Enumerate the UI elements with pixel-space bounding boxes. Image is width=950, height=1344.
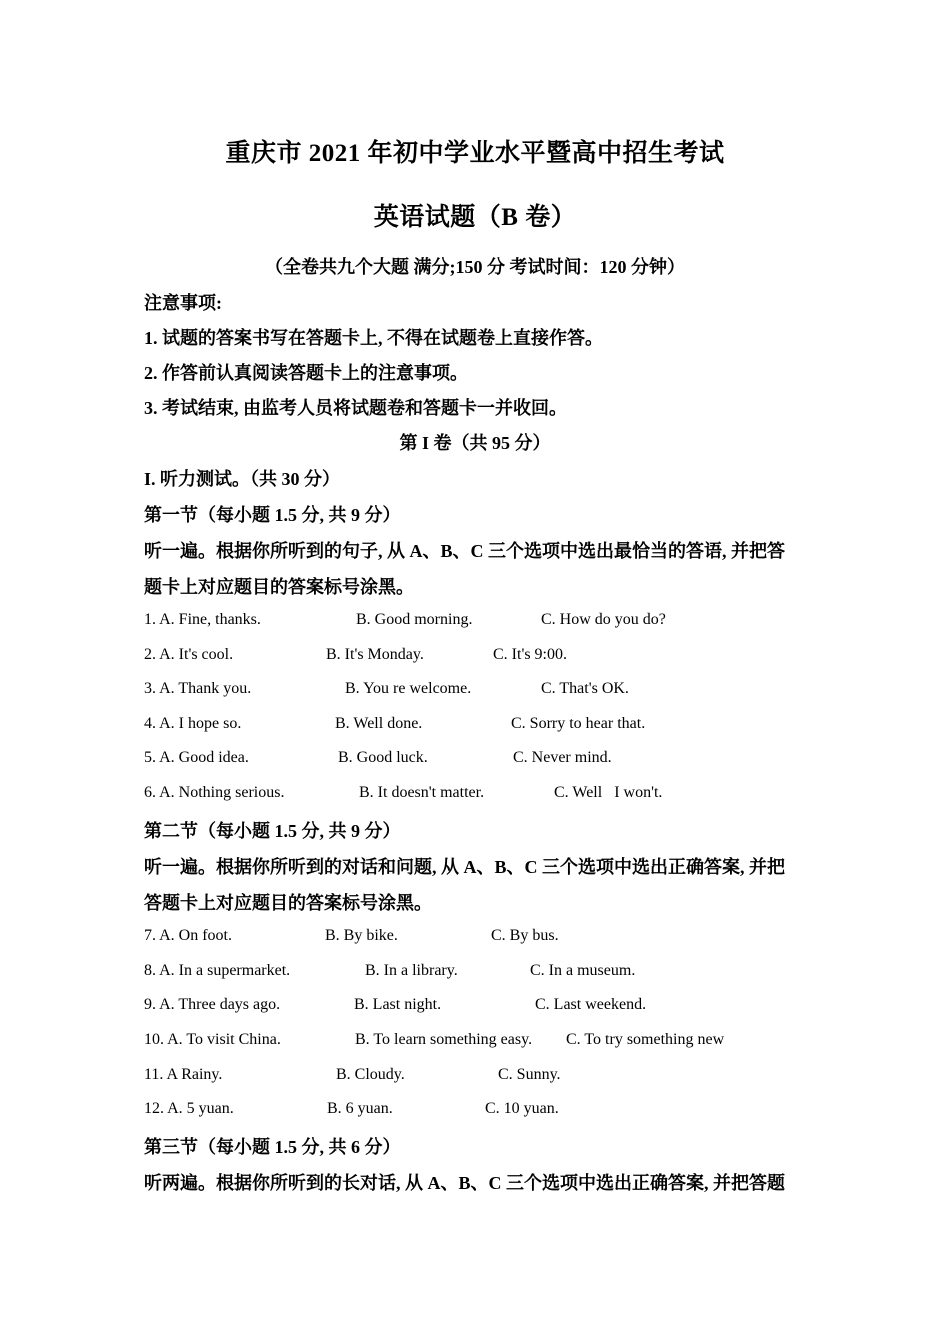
- question-option-a: 4. A. I hope so.: [144, 715, 242, 732]
- question-option-a: 8. A. In a supermarket.: [144, 962, 291, 979]
- instruction-text: 听一遍。根据你所听到的对话和问题, 从 A、B、C 三个选项中选出正确答案, 并把: [144, 857, 786, 877]
- question-option-b: B. 6 yuan.: [327, 1100, 393, 1117]
- notice-item: 1. 试题的答案书写在答题卡上, 不得在试题卷上直接作答。: [144, 328, 603, 348]
- question-option-c: C. Well I won't.: [554, 784, 663, 801]
- instruction-text: 答题卡上对应题目的答案标号涂黑。: [144, 893, 432, 913]
- question-option-a: 1. A. Fine, thanks.: [144, 611, 261, 628]
- question-option-c: C. Last weekend.: [535, 996, 647, 1013]
- question-option-c: C. To try something new: [566, 1031, 725, 1048]
- question-option-c: C. 10 yuan.: [485, 1100, 559, 1117]
- section-title: I. 听力测试。（共 30 分）: [144, 469, 341, 489]
- question-option-c: C. By bus.: [491, 927, 559, 944]
- question-option-a: 10. A. To visit China.: [144, 1031, 281, 1048]
- question-option-a: 9. A. Three days ago.: [144, 996, 281, 1013]
- question-option-b: B. It's Monday.: [326, 646, 424, 663]
- question-option-b: B. Good luck.: [338, 749, 428, 766]
- exam-meta: （全卷共九个大题 满分;150 分 考试时间：120 分钟）: [265, 257, 685, 277]
- exam-title: 重庆市 2021 年初中学业水平暨高中招生考试: [225, 140, 725, 167]
- question-option-b: B. Cloudy.: [336, 1066, 405, 1083]
- notice-heading: 注意事项:: [144, 293, 222, 313]
- question-option-c: C. It's 9:00.: [493, 646, 567, 663]
- question-option-a: 7. A. On foot.: [144, 927, 232, 944]
- question-option-a: 11. A Rainy.: [144, 1066, 223, 1083]
- question-option-c: C. That's OK.: [541, 680, 629, 697]
- question-option-b: B. You re welcome.: [345, 680, 472, 697]
- part-heading: 第 I 卷（共 95 分）: [399, 433, 551, 453]
- question-option-a: 3. A. Thank you.: [144, 680, 252, 697]
- question-option-b: B. Last night.: [354, 996, 442, 1013]
- instruction-text: 听两遍。根据你所听到的长对话, 从 A、B、C 三个选项中选出正确答案, 并把答题: [144, 1173, 786, 1193]
- question-option-a: 5. A. Good idea.: [144, 749, 249, 766]
- subsection-title: 第三节（每小题 1.5 分, 共 6 分）: [144, 1137, 401, 1157]
- question-option-b: B. In a library.: [365, 962, 458, 979]
- question-option-c: C. Sunny.: [498, 1066, 561, 1083]
- instruction-text: 题卡上对应题目的答案标号涂黑。: [144, 577, 414, 597]
- notice-item: 2. 作答前认真阅读答题卡上的注意事项。: [144, 363, 468, 383]
- question-option-b: B. To learn something easy.: [355, 1031, 533, 1048]
- notice-item: 3. 考试结束, 由监考人员将试题卷和答题卡一并收回。: [144, 398, 567, 418]
- instruction-text: 听一遍。根据你所听到的句子, 从 A、B、C 三个选项中选出最恰当的答语, 并把答: [144, 541, 786, 561]
- question-option-b: B. Good morning.: [356, 611, 473, 628]
- question-option-b: B. By bike.: [325, 927, 398, 944]
- question-option-b: B. It doesn't matter.: [359, 784, 485, 801]
- exam-subtitle: 英语试题（B 卷）: [373, 204, 577, 231]
- question-option-b: B. Well done.: [335, 715, 423, 732]
- subsection-title: 第一节（每小题 1.5 分, 共 9 分）: [144, 505, 401, 525]
- question-option-c: C. Sorry to hear that.: [511, 715, 646, 732]
- question-option-c: C. How do you do?: [541, 611, 666, 628]
- question-option-a: 2. A. It's cool.: [144, 646, 234, 663]
- question-option-a: 6. A. Nothing serious.: [144, 784, 285, 801]
- question-option-c: C. In a museum.: [530, 962, 636, 979]
- question-option-c: C. Never mind.: [513, 749, 612, 766]
- question-option-a: 12. A. 5 yuan.: [144, 1100, 234, 1117]
- subsection-title: 第二节（每小题 1.5 分, 共 9 分）: [144, 821, 401, 841]
